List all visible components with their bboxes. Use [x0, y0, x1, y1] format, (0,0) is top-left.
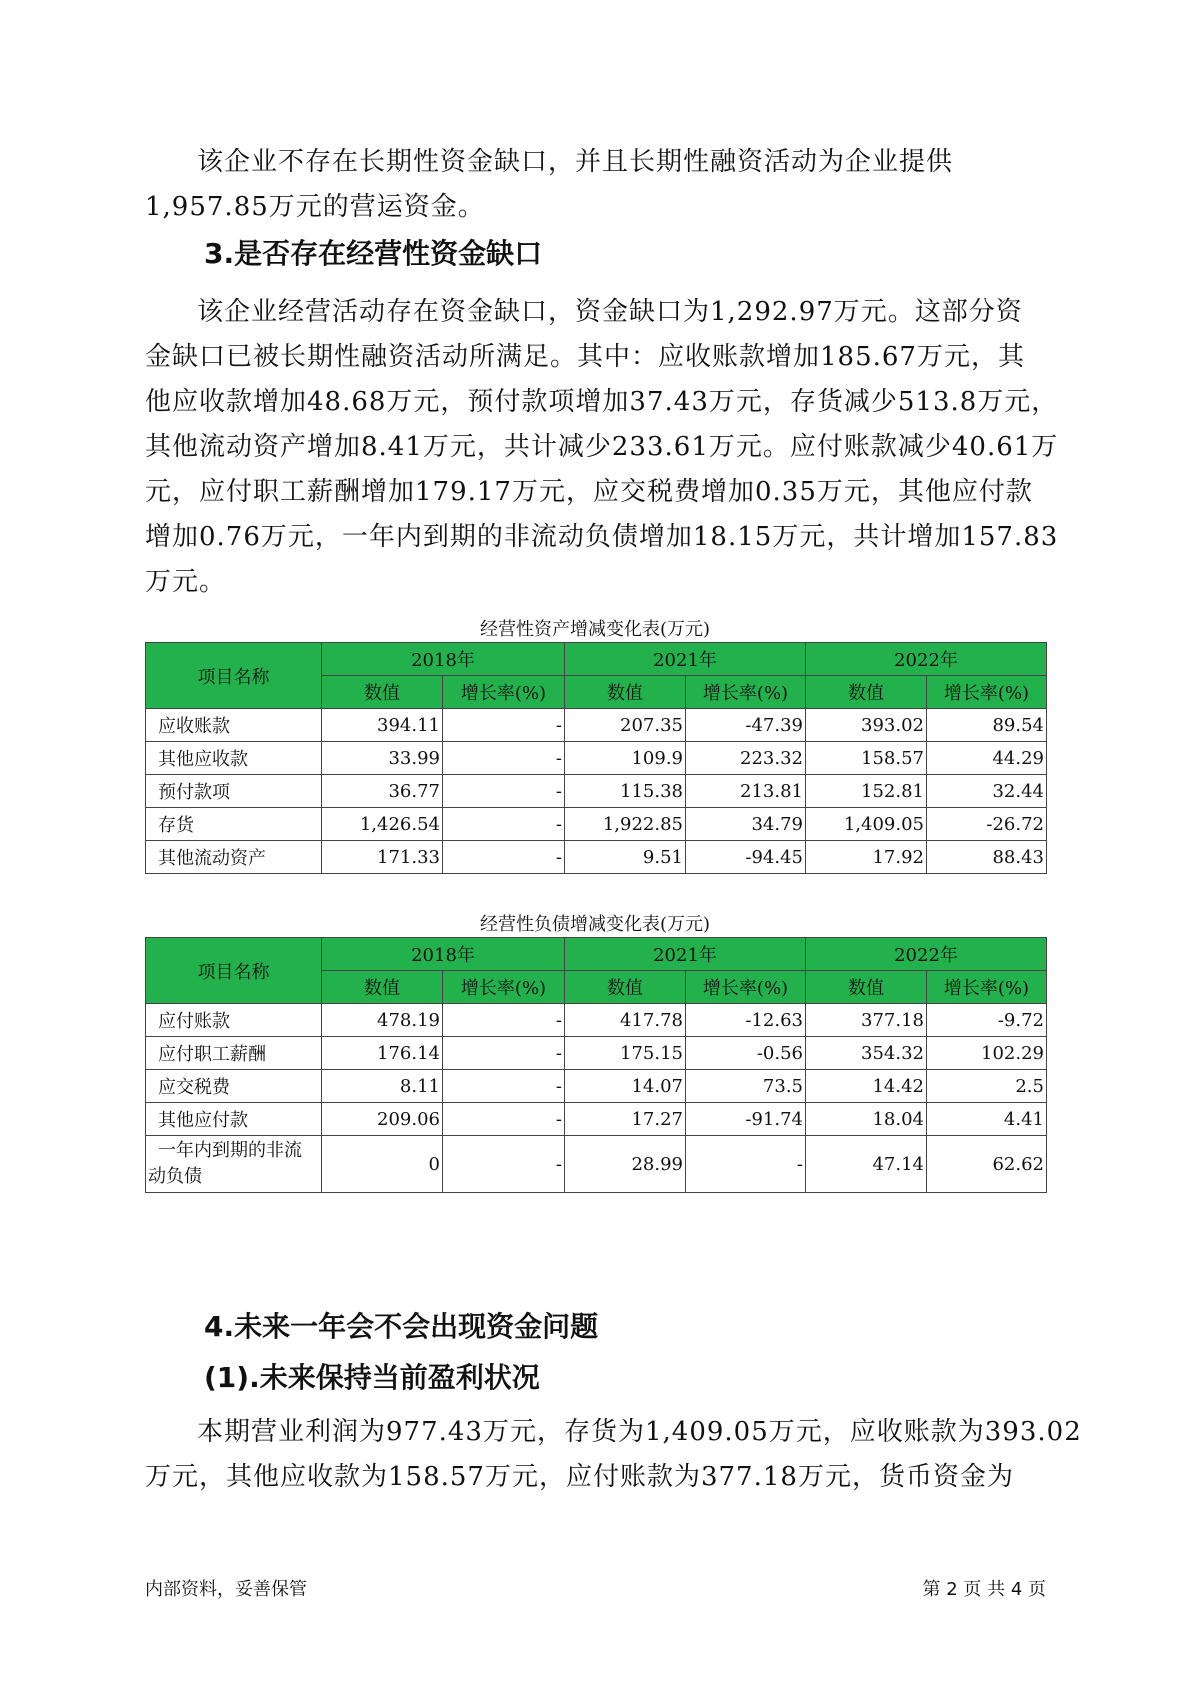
- cell: 109.9: [565, 742, 686, 775]
- operating-liabilities-table: [145, 937, 1047, 1193]
- paragraph-line: 万元。: [145, 567, 227, 597]
- cell: 213.81: [686, 775, 806, 808]
- column-header-growth: 增长率(%): [927, 676, 1047, 709]
- column-header-year: 2021年: [565, 938, 806, 971]
- column-header-year: 2022年: [806, 643, 1047, 676]
- section-heading-3: 3.是否存在经营性资金缺口: [204, 237, 543, 270]
- cell: 9.51: [565, 841, 686, 874]
- cell: 1,922.85: [565, 808, 686, 841]
- cell: 1,409.05: [806, 808, 927, 841]
- paragraph-operating-gap: [145, 290, 1059, 605]
- paragraph-line: 增加0.76万元，一年内到期的非流动负债增加18.15万元，共计增加157.83: [145, 522, 1059, 552]
- column-header-year: 2018年: [322, 643, 565, 676]
- cell: 62.62: [927, 1136, 1047, 1193]
- cell: 209.06: [322, 1103, 443, 1136]
- cell: 0: [322, 1136, 443, 1193]
- cell: 115.38: [565, 775, 686, 808]
- cell: 4.41: [927, 1103, 1047, 1136]
- row-label: 其他流动资产: [146, 841, 322, 874]
- row-label: 应交税费: [146, 1070, 322, 1103]
- cell: 32.44: [927, 775, 1047, 808]
- column-header-value: 数值: [806, 971, 927, 1004]
- column-header-growth: 增长率(%): [686, 676, 806, 709]
- column-header-growth: 增长率(%): [443, 971, 565, 1004]
- row-label: 应付职工薪酬: [146, 1037, 322, 1070]
- column-header-year: 2018年: [322, 938, 565, 971]
- cell: -: [443, 841, 565, 874]
- cell: 377.18: [806, 1004, 927, 1037]
- cell: 1,426.54: [322, 808, 443, 841]
- cell: -: [443, 1103, 565, 1136]
- cell: 44.29: [927, 742, 1047, 775]
- column-header-value: 数值: [565, 971, 686, 1004]
- cell: 34.79: [686, 808, 806, 841]
- row-label: 其他应收款: [146, 742, 322, 775]
- column-header-year: 2021年: [565, 643, 806, 676]
- paragraph-line: 该企业经营活动存在资金缺口，资金缺口为1,292.97万元。这部分资: [197, 297, 1023, 327]
- column-header-growth: 增长率(%): [927, 971, 1047, 1004]
- paragraph-current-profit: [145, 1410, 1082, 1500]
- cell: -: [443, 1004, 565, 1037]
- paragraph-line: 金缺口已被长期性融资活动所满足。其中：应收账款增加185.67万元，其: [145, 342, 1025, 372]
- row-label-line: 动负债: [148, 1166, 202, 1187]
- cell: 18.04: [806, 1103, 927, 1136]
- cell: 33.99: [322, 742, 443, 775]
- cell: -: [443, 1070, 565, 1103]
- table-row: [146, 1037, 1047, 1070]
- paragraph-line: 1,957.85万元的营运资金。: [145, 192, 485, 222]
- cell: 17.27: [565, 1103, 686, 1136]
- cell: 175.15: [565, 1037, 686, 1070]
- table-row: [146, 1136, 1047, 1193]
- cell: 417.78: [565, 1004, 686, 1037]
- table-caption-liabilities: 经营性负债增减变化表(万元): [479, 914, 711, 935]
- cell: 102.29: [927, 1037, 1047, 1070]
- table-caption-assets: 经营性资产增减变化表(万元): [479, 619, 711, 640]
- table-row: [146, 1103, 1047, 1136]
- cell: 223.32: [686, 742, 806, 775]
- footer-confidential-note: 内部资料，妥善保管: [145, 1579, 307, 1600]
- cell: -: [443, 775, 565, 808]
- column-header-item: 项目名称: [146, 938, 322, 1004]
- paragraph-capital-gap-long-term: [145, 140, 1045, 230]
- subsection-heading-4-1: (1).未来保持当前盈利状况: [204, 1361, 540, 1394]
- cell: -: [686, 1136, 806, 1193]
- cell: 36.77: [322, 775, 443, 808]
- cell: -94.45: [686, 841, 806, 874]
- column-header-value: 数值: [565, 676, 686, 709]
- row-label: 存货: [146, 808, 322, 841]
- row-label: 应付账款: [146, 1004, 322, 1037]
- paragraph-line: 其他流动资产增加8.41万元，共计减少233.61万元。应付账款减少40.61万: [145, 432, 1059, 462]
- column-header-growth: 增长率(%): [443, 676, 565, 709]
- cell: -91.74: [686, 1103, 806, 1136]
- table-row: [146, 808, 1047, 841]
- table-row: [146, 841, 1047, 874]
- cell: -: [443, 709, 565, 742]
- cell: 28.99: [565, 1136, 686, 1193]
- table-row: [146, 709, 1047, 742]
- table-row: [146, 742, 1047, 775]
- row-label: 应收账款: [146, 709, 322, 742]
- paragraph-line: 元，应付职工薪酬增加179.17万元，应交税费增加0.35万元，其他应付款: [145, 477, 1033, 507]
- row-label-line: 一年内到期的非流: [158, 1140, 302, 1161]
- cell: 8.11: [322, 1070, 443, 1103]
- table-row: [146, 1070, 1047, 1103]
- paragraph-line: 他应收款增加48.68万元，预付款项增加37.43万元，存货减少513.8万元，: [145, 387, 1059, 417]
- row-label: 预付款项: [146, 775, 322, 808]
- cell: 14.42: [806, 1070, 927, 1103]
- table-row: [146, 1004, 1047, 1037]
- cell: 171.33: [322, 841, 443, 874]
- cell: 158.57: [806, 742, 927, 775]
- operating-assets-table: [145, 642, 1047, 874]
- column-header-item: 项目名称: [146, 643, 322, 709]
- cell: -47.39: [686, 709, 806, 742]
- row-label: [146, 1136, 322, 1193]
- cell: -0.56: [686, 1037, 806, 1070]
- cell: -26.72: [927, 808, 1047, 841]
- footer-page-number: 第 2 页 共 4 页: [922, 1579, 1046, 1600]
- cell: 14.07: [565, 1070, 686, 1103]
- cell: 207.35: [565, 709, 686, 742]
- column-header-value: 数值: [322, 971, 443, 1004]
- cell: 17.92: [806, 841, 927, 874]
- cell: -: [443, 808, 565, 841]
- cell: 176.14: [322, 1037, 443, 1070]
- cell: 88.43: [927, 841, 1047, 874]
- paragraph-line: 该企业不存在长期性资金缺口，并且长期性融资活动为企业提供: [197, 147, 954, 177]
- table-row: [146, 775, 1047, 808]
- row-label: 其他应付款: [146, 1103, 322, 1136]
- cell: -12.63: [686, 1004, 806, 1037]
- cell: 47.14: [806, 1136, 927, 1193]
- column-header-value: 数值: [806, 676, 927, 709]
- cell: -: [443, 742, 565, 775]
- column-header-growth: 增长率(%): [686, 971, 806, 1004]
- cell: 478.19: [322, 1004, 443, 1037]
- cell: 354.32: [806, 1037, 927, 1070]
- column-header-value: 数值: [322, 676, 443, 709]
- cell: 394.11: [322, 709, 443, 742]
- cell: 152.81: [806, 775, 927, 808]
- cell: 89.54: [927, 709, 1047, 742]
- cell: -: [443, 1037, 565, 1070]
- paragraph-line: 本期营业利润为977.43万元，存货为1,409.05万元，应收账款为393.02: [197, 1417, 1082, 1447]
- cell: 393.02: [806, 709, 927, 742]
- column-header-year: 2022年: [806, 938, 1047, 971]
- cell: -: [443, 1136, 565, 1193]
- cell: -9.72: [927, 1004, 1047, 1037]
- section-heading-4: 4.未来一年会不会出现资金问题: [204, 1310, 599, 1343]
- cell: 2.5: [927, 1070, 1047, 1103]
- cell: 73.5: [686, 1070, 806, 1103]
- paragraph-line: 万元，其他应收款为158.57万元，应付账款为377.18万元，货币资金为: [145, 1462, 1014, 1492]
